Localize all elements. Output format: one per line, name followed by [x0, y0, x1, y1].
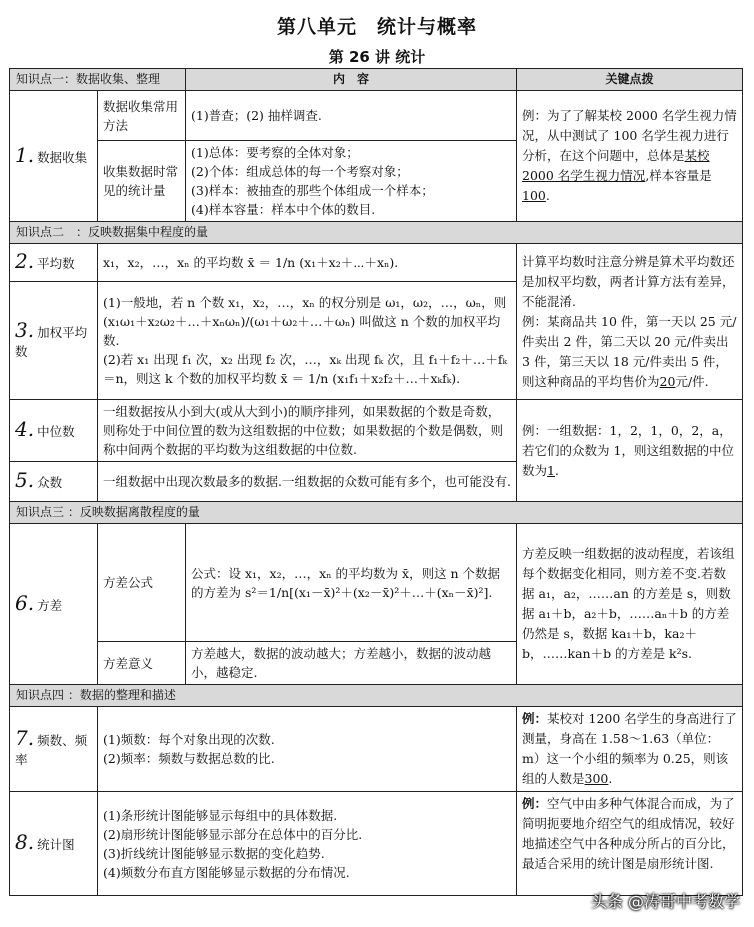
content-line: (1)总体：要考察的全体对象；: [191, 145, 359, 160]
topic-label: 统计图: [37, 837, 75, 852]
example-lead: 例：: [522, 796, 548, 811]
table-row: [10, 707, 743, 792]
topic-label: 方差: [37, 597, 63, 613]
content-line: (2)频率：频数与数据总数的比.: [103, 751, 275, 766]
sub-label: 方差公式: [98, 524, 186, 642]
section-header-row: [10, 222, 743, 244]
topic-cell: [10, 400, 98, 462]
sub-label: 方差意义: [98, 642, 186, 685]
topic-number: 7.: [15, 726, 35, 750]
section-header-row: [10, 685, 743, 707]
topic-cell: [10, 707, 98, 792]
example-text: 例：为了了解某校 2000 名学生视力情况，从中测试了 100 名学生视力进行分析，在这个问题中，总体是: [522, 108, 737, 163]
content-line: (4)样本容量：样本中个体的数目.: [191, 202, 376, 217]
topic-number: 4.: [15, 417, 35, 441]
watermark: 头条 @涛哥中考数学: [590, 892, 740, 911]
content-cell: (1)普查；(2) 抽样调查.: [186, 91, 517, 141]
table-row: [10, 91, 743, 141]
content-line: (2)个体：组成总体的每一个考察对象；: [191, 164, 409, 179]
answer-sample-size: 100: [522, 188, 546, 203]
example-text: 空气中由多种气体混合而成，为了简明扼要地介绍空气的组成情况，较好地描述空气中各种成分所占的百分比，最适合采用的统计图是扇形统计图.: [522, 796, 735, 871]
topic-label: 平均数: [37, 256, 75, 271]
topic-label: 加权平均数: [15, 324, 88, 359]
topic-number: 5.: [15, 468, 35, 492]
example-text: 计算平均数时注意分辨是算术平均数还是加权平均数，两者计算方法有差异，不能混淆.: [522, 253, 735, 309]
content-line: (3)样本：被抽查的那些个体组成一个样本；: [191, 183, 434, 198]
table-row: [10, 792, 743, 896]
table-header-row: [10, 69, 743, 91]
content-cell: [98, 282, 517, 400]
example-cell: 方差反映一组数据的波动程度，若该组每个数据变化相同，则方差不变.若数据 a₁，a₂，……an 的方差是 s，则数据 a₁＋b，a₂＋b，……aₙ＋b 的方差仍然是 s，数据 ka₁＋b，ka₂＋b，……kan＋b 的方差是 k²s.: [517, 524, 743, 685]
content-cell: [98, 707, 517, 792]
content-cell: [186, 141, 517, 222]
content-line: (1)一般地，若 n 个数 x₁，x₂，…，xₙ 的权分别是 ω₁，ω₂，…，ωₙ，则 (x₁ω₁＋x₂ω₂＋…＋xₙωₙ)/(ω₁＋ω₂＋…＋ωₙ) 叫做这 n 个数的加权平均数.: [103, 295, 507, 348]
content-line: (1)条形统计图能够显示每组中的具体数据.: [103, 807, 338, 823]
content-line: (3)折线统计图能够显示数据的变化趋势.: [103, 845, 325, 861]
content-line: (4)频数分布直方图能够显示数据的分布情况.: [103, 864, 350, 880]
example-text: 某校对 1200 名学生的身高进行了测量，身高在 1.58～1.63（单位：m）这一个小组的频率为 0.25，则该组的人数是: [522, 711, 737, 786]
table-row: [10, 244, 743, 282]
topic-cell: [10, 792, 98, 896]
answer-population: 某校 2000 名学生视力情况: [522, 148, 710, 183]
example-cell: [517, 244, 743, 400]
example-cell: [517, 400, 743, 502]
example-text: .: [608, 771, 613, 786]
example-cell: [517, 707, 743, 792]
example-text: .: [554, 462, 559, 478]
content-header: 内 容: [186, 69, 517, 91]
sub-label: 数据收集常用方法: [98, 91, 186, 141]
section3-header: 知识点三 ：反映数据离散程度的量: [10, 502, 743, 524]
knowledge-table: [9, 68, 743, 896]
content-cell: [98, 792, 517, 896]
section4-header: 知识点四 ：数据的整理和描述: [10, 685, 743, 707]
content-line: (1)频数：每个对象出现的次数.: [103, 732, 275, 747]
example-lead: 例：: [522, 711, 548, 726]
topic-number: 1.: [15, 142, 35, 167]
sub-label: 收集数据时常见的统计量: [98, 141, 186, 222]
topic-cell: [10, 462, 98, 502]
example-text: 例：一组数据：1，2，1，0，2，a，若它们的众数为 1，则这组数据的中位数为: [522, 422, 734, 478]
topic-label: 数据收集: [37, 149, 88, 165]
topic-cell: [10, 91, 98, 222]
content-line: (2)若 x₁ 出现 f₁ 次，x₂ 出现 f₂ 次，…，xₖ 出现 fₖ 次，且 f₁＋f₂＋…＋fₖ＝n，则这 k 个数的加权平均数 x̄ ＝ 1/n (x₁f₁＋x₂f₂＋…＋xₖfₖ).: [103, 352, 508, 386]
example-cell: [517, 91, 743, 222]
table-row: [10, 400, 743, 462]
section2-header: 知识点二 ：反映数据集中程度的量: [10, 222, 743, 244]
topic-cell: [10, 524, 98, 685]
content-cell: 一组数据按从小到大(或从大到小)的顺序排列，如果数据的个数是奇数，则称处于中间位置的数为这组数据的中位数；如果数据的个数是偶数，则称中间两个数据的平均数为这组数据的中位数.: [98, 400, 517, 462]
topic-number: 6.: [15, 590, 35, 615]
topic-number: 3.: [15, 317, 35, 342]
topic-cell: [10, 282, 98, 400]
example-cell: [517, 792, 743, 896]
example-text: 例：某商品共 10 件，第一天以 25 元/件卖出 2 件，第二天以 20 元/件卖出 3 件，第三天以 18 元/件卖出 5 件，则这种商品的平均售价为: [522, 313, 737, 389]
example-text: .: [545, 188, 550, 203]
topic-label: 中位数: [37, 424, 75, 439]
content-cell: 公式：设 x₁，x₂，…，xₙ 的平均数为 x̄，则这 n 个数据的方差为 s²＝1/n[(x₁－x̄)²＋(x₂－x̄)²＋…＋(xₙ－x̄)²].: [186, 524, 517, 642]
section1-header: 知识点一：数据收集、整理: [10, 69, 186, 91]
lesson-subtitle: 第 26 讲 统计: [328, 48, 426, 66]
answer-count: 300: [584, 771, 609, 786]
answer-price: 20: [659, 373, 676, 389]
topic-label: 频数、频率: [15, 733, 88, 767]
content-cell: x₁，x₂，…，xₙ 的平均数 x̄ ＝ 1/n (x₁＋x₂＋⋯＋xₙ).: [98, 244, 517, 282]
example-text: ,样本容量是: [645, 168, 712, 183]
content-line: (2)扇形统计图能够显示部分在总体中的百分比.: [103, 826, 363, 842]
topic-number: 8.: [15, 830, 35, 854]
content-cell: 方差越大，数据的波动越大；方差越小，数据的波动越小，越稳定.: [186, 642, 517, 685]
topic-cell: [10, 244, 98, 282]
topic-number: 2.: [15, 249, 35, 273]
page-title: 第八单元 统计与概率: [276, 16, 477, 38]
answer-median: 1: [547, 462, 555, 478]
tips-header: 关键点拨: [517, 69, 743, 91]
section-header-row: [10, 502, 743, 524]
table-row: [10, 524, 743, 642]
content-cell: 一组数据中出现次数最多的数据.一组数据的众数可能有多个，也可能没有.: [98, 462, 517, 502]
example-text: 元/件.: [675, 373, 709, 389]
topic-label: 众数: [37, 475, 63, 490]
